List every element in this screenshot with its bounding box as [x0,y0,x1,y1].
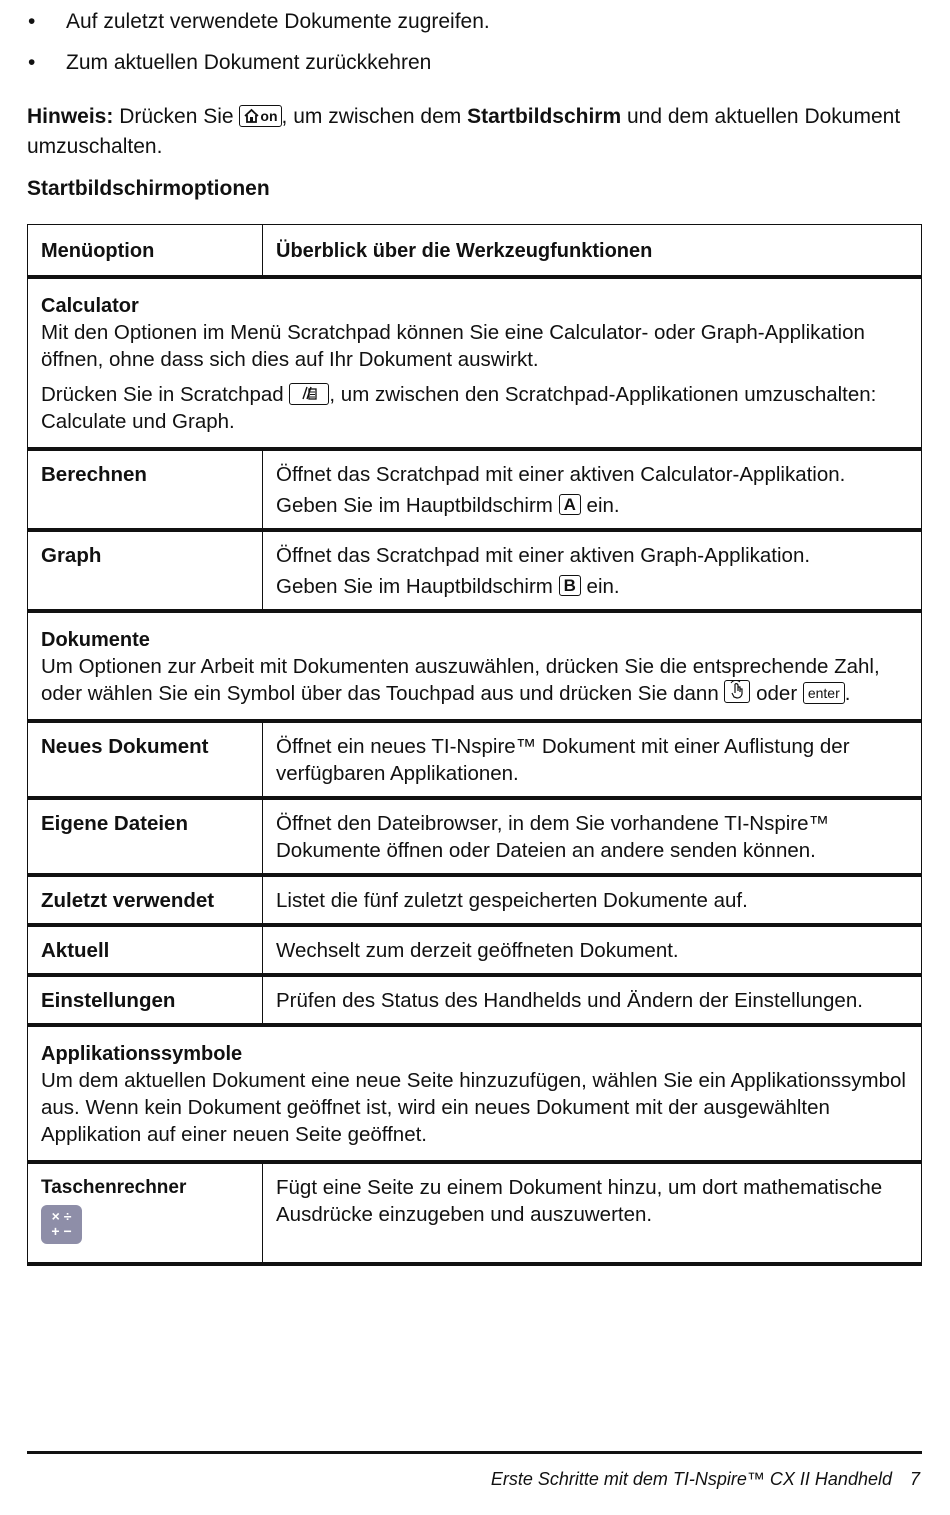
row-label-text: Taschenrechner [41,1177,187,1198]
enter-key: enter [803,682,845,704]
row-description [263,449,922,530]
home-on-key [239,105,281,127]
bullet-dot: • [28,10,36,33]
group-cell [28,1025,922,1162]
note-paragraph [27,102,922,162]
row-text [276,492,908,519]
row-label: Einstellungen [28,975,263,1025]
scratchpad-icon [298,385,320,401]
table-row [28,721,922,798]
row-text-part: ein. [580,494,620,517]
column-header: Überblick über die Werkzeugfunktionen [263,225,922,278]
options-table [27,224,922,1266]
group-text-part: , um zwischen den Scratchpad-Applikationen umzuschalten: Calculate und Graph. [41,383,877,433]
note-text: Drücken Sie [113,105,240,128]
row-text-part: ein. [580,575,620,598]
group-text-part: . [844,682,851,705]
group-title: Calculator [41,295,139,317]
group-row-calculator [28,277,922,449]
bullet-text: Auf zuletzt verwendete Dokumente zugreifen. [66,10,490,33]
group-title: Applikationssymbole [41,1043,243,1065]
row-label: Neues Dokument [28,721,263,798]
calculator-app-icon: × ÷ + − [41,1205,82,1244]
group-text: Um dem aktuellen Dokument eine neue Seite hinzuzufügen, wählen Sie ein Applikationssymbol aus. Wenn kein Dokument geöffnet ist, wird ein neues Dokument mit der ausgewählten Applikation auf einer neuen Seite geöffnet. [41,1069,906,1146]
footer-divider [27,1451,922,1454]
table-row [28,925,922,975]
row-text: Öffnet das Scratchpad mit einer aktiven Calculator-Applikation. [276,463,846,486]
note-text: , um zwischen dem [281,105,468,128]
row-description: Wechselt zum derzeit geöffneten Dokument. [263,925,922,975]
group-text-part: Um Optionen zur Arbeit mit Dokumenten auszuwählen, drücken Sie die entsprechende Zahl, oder wählen Sie ein Symbol über das Touchpad aus und drücken Sie dann [41,655,880,705]
group-cell [28,277,922,449]
row-description: Öffnet ein neues TI-Nspire™ Dokument mit einer Auflistung der verfügbaren Applikationen. [263,721,922,798]
table-row [28,449,922,530]
column-header: Menüoption [28,225,263,278]
page-footer [27,1469,922,1490]
group-text-part: Drücken Sie in Scratchpad [41,383,290,406]
table-row [28,530,922,611]
row-description: Listet die fünf zuletzt gespeicherten Dokumente auf. [263,875,922,925]
note-bold-term: Startbildschirm [467,105,622,128]
bullet-dot: • [28,51,36,74]
bullet-list [28,8,928,90]
table-row [28,875,922,925]
group-cell [28,611,922,721]
note-text: und dem aktuellen Dokument umzuschalten. [27,105,901,158]
home-key-label: on [260,108,278,124]
row-description: Öffnet den Dateibrowser, in dem Sie vorhandene TI-Nspire™ Dokumente öffnen oder Dateien an andere senden können. [263,798,922,875]
page-number: 7 [909,1469,920,1489]
bullet-item [28,49,928,90]
home-icon [243,108,260,123]
note-label: Hinweis: [27,105,114,128]
row-description: Prüfen des Status des Handhelds und Ändern der Einstellungen. [263,975,922,1025]
row-description: Fügt eine Seite zu einem Dokument hinzu, um dort mathematische Ausdrücke einzugeben und auszuwerten. [263,1162,922,1264]
table-row [28,975,922,1025]
key-b: B [559,575,581,596]
row-text: Öffnet das Scratchpad mit einer aktiven Graph-Applikation. [276,544,811,567]
group-text: Mit den Optionen im Menü Scratchpad können Sie eine Calculator- oder Graph-Applikation öffnen, ohne dass sich dies auf Ihr Dokument auswirkt. [41,321,865,371]
group-text [41,653,908,707]
row-label: Berechnen [28,449,263,530]
table-header-row [28,225,922,278]
bullet-item [28,8,928,49]
row-label: Zuletzt verwendet [28,875,263,925]
row-label [28,1162,263,1264]
row-description [263,530,922,611]
row-text-part: Geben Sie im Hauptbildschirm [276,575,559,598]
group-title: Dokumente [41,629,150,651]
scratchpad-key [289,383,329,405]
group-row-documents [28,611,922,721]
group-text [41,381,908,435]
footer-title: Erste Schritte mit dem TI-Nspire™ CX II Handheld [490,1469,892,1489]
group-text-part: oder [750,682,803,705]
row-label: Eigene Dateien [28,798,263,875]
bullet-text: Zum aktuellen Dokument zurückkehren [66,51,432,74]
group-row-apps [28,1025,922,1162]
row-label: Aktuell [28,925,263,975]
click-key [724,680,750,703]
section-heading: Startbildschirmoptionen [27,177,270,200]
row-label: Graph [28,530,263,611]
touchpad-click-icon [728,681,746,701]
row-text [276,573,908,600]
table-row [28,1162,922,1264]
table-row [28,798,922,875]
row-text-part: Geben Sie im Hauptbildschirm [276,494,559,517]
key-a: A [559,494,581,515]
